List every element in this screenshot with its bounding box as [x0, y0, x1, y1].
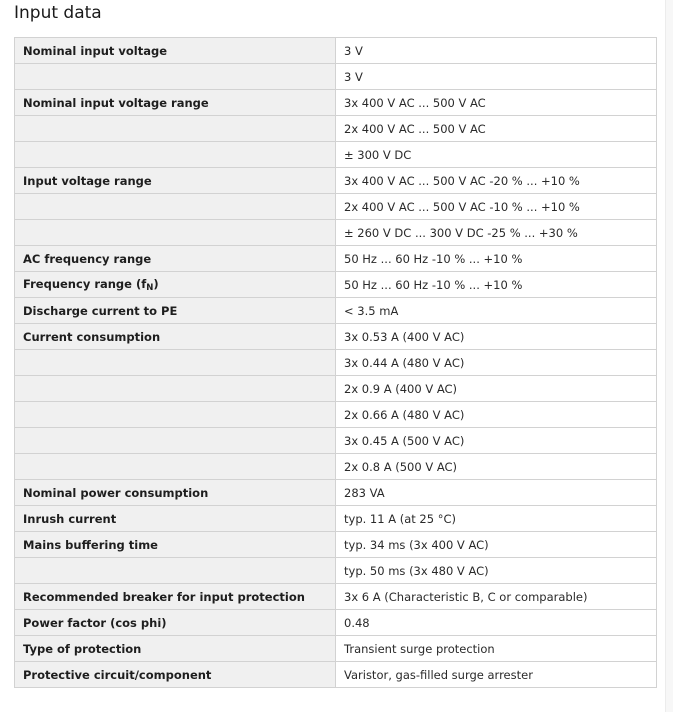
- row-value: 3x 400 V AC ... 500 V AC -20 % ... +10 %: [336, 168, 657, 194]
- table-row: [15, 194, 657, 220]
- row-label-text: Frequency range (f: [23, 276, 147, 291]
- table-row: [15, 402, 657, 428]
- table-row: [15, 90, 657, 116]
- row-label: [15, 220, 336, 246]
- row-label: Recommended breaker for input protection: [15, 584, 336, 610]
- row-label: Mains buffering time: [15, 532, 336, 558]
- row-value: 3x 6 A (Characteristic B, C or comparable): [336, 584, 657, 610]
- table-row: [15, 38, 657, 64]
- table-row: [15, 584, 657, 610]
- row-label: Current consumption: [15, 324, 336, 350]
- row-value: 2x 0.8 A (500 V AC): [336, 454, 657, 480]
- row-label: Input voltage range: [15, 168, 336, 194]
- table-row: [15, 636, 657, 662]
- row-value: 3 V: [336, 38, 657, 64]
- row-value: 3 V: [336, 64, 657, 90]
- row-label: AC frequency range: [15, 246, 336, 272]
- row-label: Type of protection: [15, 636, 336, 662]
- table-row: [15, 558, 657, 584]
- scrollbar-track[interactable]: [665, 0, 673, 712]
- table-row: [15, 246, 657, 272]
- table-row: [15, 376, 657, 402]
- row-label: [15, 376, 336, 402]
- row-value: < 3.5 mA: [336, 298, 657, 324]
- row-label: [15, 64, 336, 90]
- table-row: [15, 480, 657, 506]
- row-label: [15, 350, 336, 376]
- row-value: typ. 50 ms (3x 480 V AC): [336, 558, 657, 584]
- row-label: [15, 142, 336, 168]
- row-label: Nominal input voltage range: [15, 90, 336, 116]
- row-value: 2x 400 V AC ... 500 V AC: [336, 116, 657, 142]
- table-row: [15, 610, 657, 636]
- row-value: 0.48: [336, 610, 657, 636]
- table-row: [15, 64, 657, 90]
- row-value: ± 260 V DC ... 300 V DC -25 % ... +30 %: [336, 220, 657, 246]
- row-label: [15, 116, 336, 142]
- row-label: [15, 428, 336, 454]
- row-label: [15, 272, 336, 298]
- table-row: [15, 662, 657, 688]
- row-value: 3x 400 V AC ... 500 V AC: [336, 90, 657, 116]
- row-label: [15, 558, 336, 584]
- row-value: 3x 0.45 A (500 V AC): [336, 428, 657, 454]
- row-label-subscript: N: [146, 282, 154, 293]
- row-label: Inrush current: [15, 506, 336, 532]
- table-row: [15, 454, 657, 480]
- table-row: [15, 532, 657, 558]
- row-value: 50 Hz ... 60 Hz -10 % ... +10 %: [336, 246, 657, 272]
- table-row: [15, 142, 657, 168]
- row-value: 2x 400 V AC ... 500 V AC -10 % ... +10 %: [336, 194, 657, 220]
- row-label: Protective circuit/component: [15, 662, 336, 688]
- row-label: Nominal power consumption: [15, 480, 336, 506]
- row-value: Transient surge protection: [336, 636, 657, 662]
- table-row: [15, 168, 657, 194]
- row-label: [15, 402, 336, 428]
- table-row: [15, 428, 657, 454]
- table-row: [15, 298, 657, 324]
- row-value: Varistor, gas-filled surge arrester: [336, 662, 657, 688]
- table-row: [15, 506, 657, 532]
- table-row: [15, 116, 657, 142]
- table-row: [15, 220, 657, 246]
- table-row: [15, 272, 657, 298]
- row-value: typ. 34 ms (3x 400 V AC): [336, 532, 657, 558]
- row-value: 3x 0.53 A (400 V AC): [336, 324, 657, 350]
- spec-table: [14, 37, 657, 688]
- section-title: Input data: [14, 3, 102, 23]
- table-row: [15, 350, 657, 376]
- row-value: typ. 11 A (at 25 °C): [336, 506, 657, 532]
- row-value: 2x 0.66 A (480 V AC): [336, 402, 657, 428]
- row-label: [15, 194, 336, 220]
- row-value: 2x 0.9 A (400 V AC): [336, 376, 657, 402]
- row-label: Nominal input voltage: [15, 38, 336, 64]
- row-value: 283 VA: [336, 480, 657, 506]
- row-label: Power factor (cos phi): [15, 610, 336, 636]
- row-value: 3x 0.44 A (480 V AC): [336, 350, 657, 376]
- row-label: Discharge current to PE: [15, 298, 336, 324]
- row-value: 50 Hz ... 60 Hz -10 % ... +10 %: [336, 272, 657, 298]
- row-label: [15, 454, 336, 480]
- row-value: ± 300 V DC: [336, 142, 657, 168]
- table-row: [15, 324, 657, 350]
- row-label-suffix: ): [153, 276, 159, 291]
